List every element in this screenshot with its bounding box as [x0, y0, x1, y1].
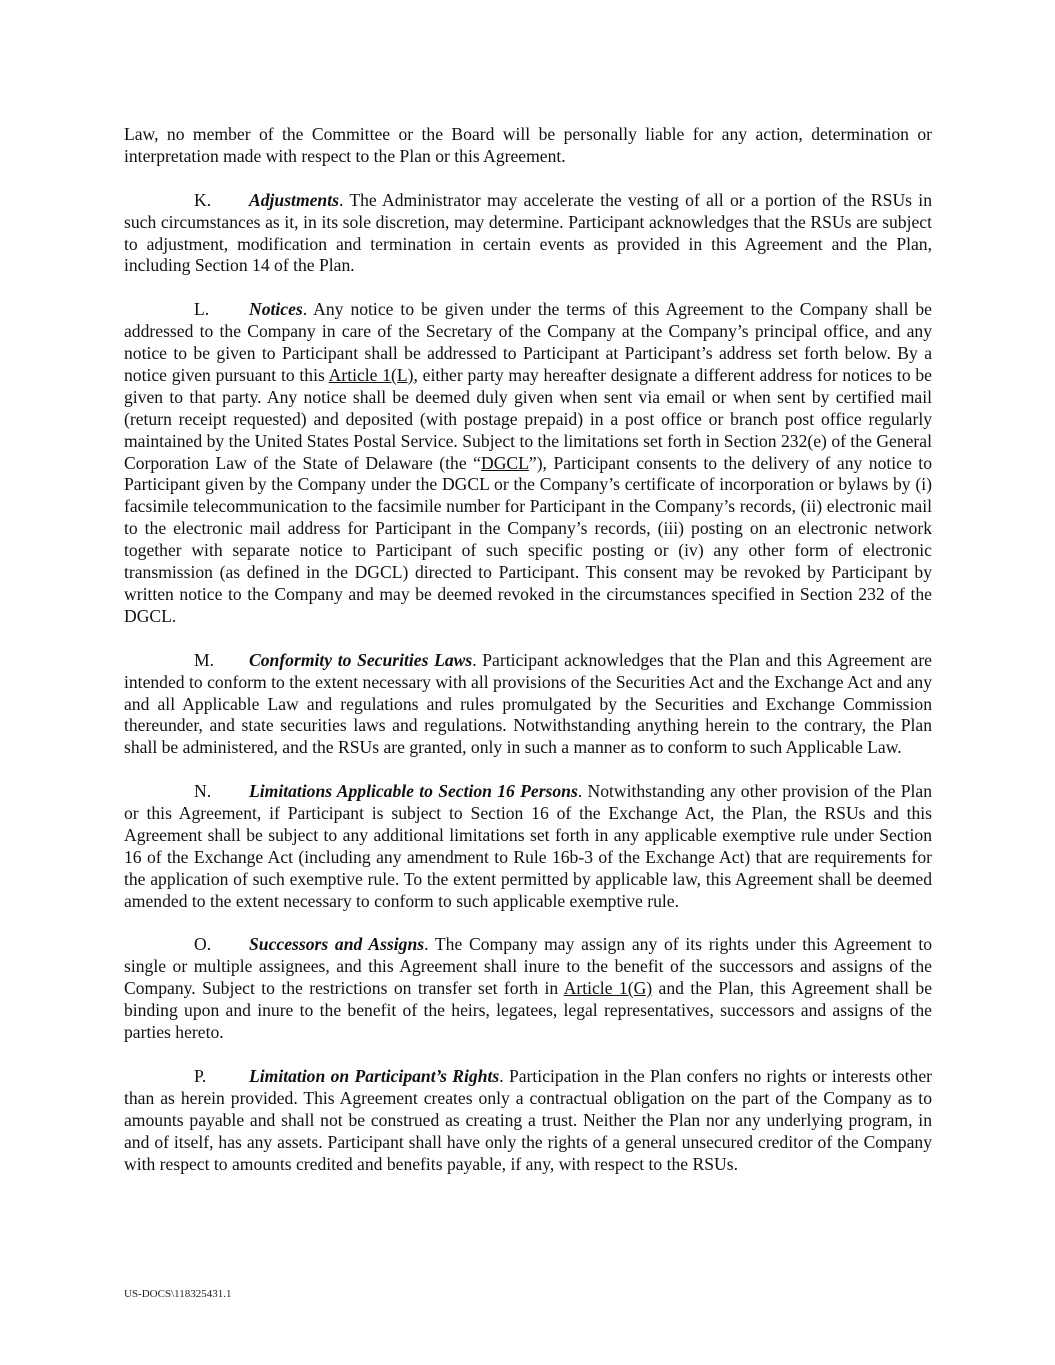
section-o-text-2: and the Plan, this Agreement shall be binding upon and inure to the benefit of the heirs, legatees, legal representatives, successors and assigns of the parties hereto.	[124, 978, 933, 1043]
section-l	[124, 299, 932, 628]
section-p-heading: Limitation on Participant’s Rights	[249, 1065, 500, 1086]
intro-paragraph: Law, no member of the Committee or the Board will be personally liable for any action, determination or interpretation made with respect to the Plan or this Agreement.	[124, 124, 932, 166]
section-o-letter: O.	[194, 934, 212, 955]
section-l-text-1: . Any notice to be given under the terms of this Agreement to the Company shall be addressed to the Company in care of the Secretary of the Company at the Company’s principal office, and any notice to be given to Participant shall be addressed to Participant at Participant’s address set forth below. By a notice given pursuant to this	[124, 299, 932, 385]
article-1g-reference: Article 1(G)	[563, 978, 653, 999]
dgcl-defined-term: DGCL	[480, 452, 529, 473]
footer-doc-id: US-DOCS\118325431.1	[124, 1288, 232, 1300]
section-n-heading: Limitations Applicable to Section 16 Persons	[249, 781, 578, 802]
section-m-heading: Conformity to Securities Laws	[249, 649, 473, 670]
section-n	[124, 781, 932, 912]
section-n-text: . Notwithstanding any other provision of the Plan or this Agreement, if Participant is subject to Section 16 of the Exchange Act, the Plan, the RSUs and this Agreement shall be subject to any additional limitations set forth in any applicable exemptive rule under Section 16 of the Exchange Act (including any amendment to Rule 16b-3 of the Exchange Act) that are requirements for the application of such exemptive rule. To the extent permitted by applicable law, this Agreement shall be deemed amended to the extent necessary to conform to such applicable exemptive rule.	[124, 781, 932, 911]
article-1l-reference: Article 1(L)	[328, 364, 414, 385]
section-l-text-2: , either party may hereafter designate a different address for notices to be given to that party. Any notice shall be deemed duly given when sent via email or when sent by certified mail (return receipt requested) and deposited (with postage prepaid) in a post office or branch post office regularly maintained by the United States Postal Service. Subject to the limitations set forth in Section 232(e) of the General Corporation Law of the State of Delaware (the “	[124, 364, 932, 473]
section-k-heading: Adjustments	[249, 189, 339, 210]
section-m-text: . Participant acknowledges that the Plan and this Agreement are intended to conform to the extent necessary with all provisions of the Securities Act and the Exchange Act and any and all Applicable Law and regulations and rules promulgated by the Securities and Exchange Commission thereunder, and state securities laws and regulations. Notwithstanding anything herein to the contrary, the Plan shall be administered, and the RSUs are granted, only in such a manner as to conform to such Applicable Law.	[124, 649, 932, 758]
section-m-letter: M.	[194, 649, 215, 670]
section-p-text: . Participation in the Plan confers no rights or interests other than as herein provided. This Agreement creates only a contractual obligation on the part of the Company as to amounts payable and shall not be construed as creating a trust. Neither the Plan nor any underlying program, in and of itself, has any assets. Participant shall have only the rights of a general unsecured creditor of the Company with respect to amounts credited and benefits payable, if any, with respect to the RSUs.	[124, 1065, 933, 1174]
section-n-letter: N.	[194, 781, 212, 802]
section-l-letter: L.	[194, 299, 210, 320]
section-o-heading: Successors and Assigns	[249, 934, 425, 955]
section-o	[124, 934, 932, 1044]
section-m	[124, 650, 932, 760]
section-k	[124, 190, 932, 278]
section-p	[124, 1066, 932, 1176]
section-k-text: . The Administrator may accelerate the vesting of all or a portion of the RSUs in such circumstances as it, in its sole discretion, may determine. Participant acknowledges that the RSUs are subject to adjustment, modification and termination in certain events as provided in this Agreement and the Plan, including Section 14 of the Plan.	[124, 189, 932, 276]
document-page	[124, 124, 932, 1197]
section-o-text-1: . The Company may assign any of its rights under this Agreement to single or multiple assignees, and this Agreement shall inure to the benefit of the successors and assigns of the Company. Subject to the restrictions on transfer set forth in	[124, 934, 933, 999]
section-k-letter: K.	[194, 189, 212, 210]
section-l-text-3: ”), Participant consents to the delivery of any notice to Participant given by the Company under the DGCL or the Company’s certificate of incorporation or bylaws by (i) facsimile telecommunication to the facsimile number for Participant in the Company’s records, (ii) electronic mail to the electronic mail address for Participant in the Company’s records, (iii) posting on an electronic network together with separate notice to Participant of such specific posting or (iv) any other form of electronic transmission (as defined in the DGCL) directed to Participant. This consent may be revoked by Participant by written notice to the Company and may be deemed revoked in the circumstances specified in Section 232 of the DGCL.	[124, 452, 932, 626]
section-l-heading: Notices	[249, 299, 303, 320]
section-p-letter: P.	[194, 1065, 207, 1086]
